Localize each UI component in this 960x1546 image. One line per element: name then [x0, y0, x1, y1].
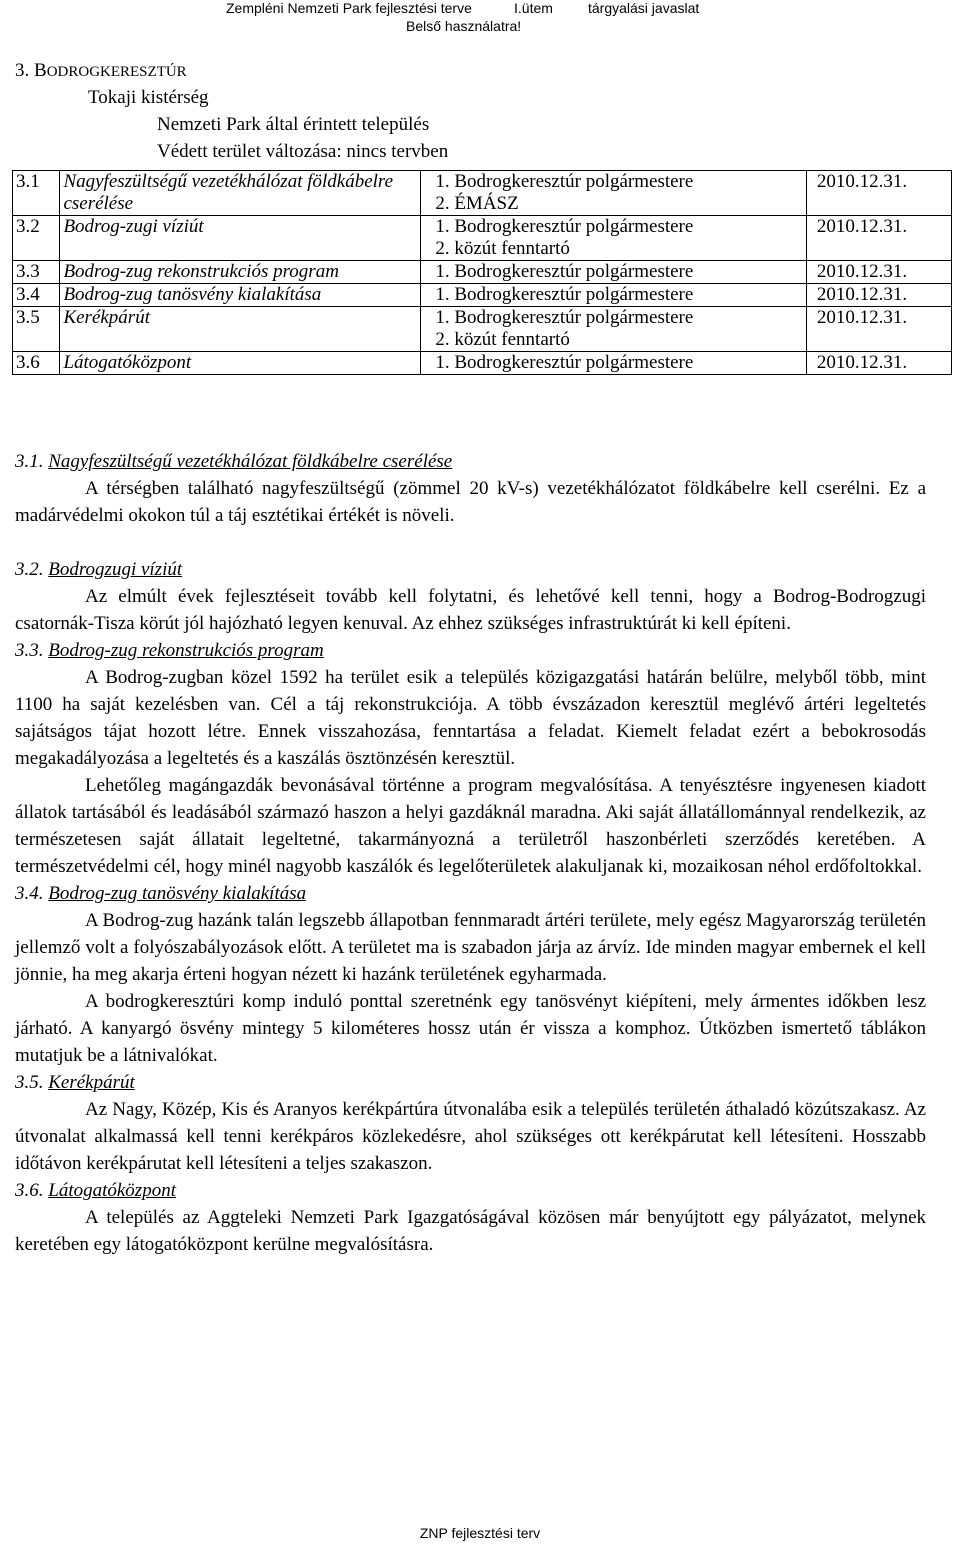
row-responsible — [421, 261, 807, 284]
table-row — [13, 171, 952, 216]
table-row — [13, 352, 952, 375]
row-responsible — [421, 216, 807, 261]
footer-text: ZNP fejlesztési terv — [419, 1525, 541, 1541]
section-heading — [15, 556, 926, 583]
protected-note: Védett terület változása: nincs tervben — [157, 141, 449, 162]
row-date: 2010.12.31. — [806, 261, 951, 284]
section-heading-title: Látogatóközpont — [48, 1180, 176, 1201]
row-name: Bodrog-zug rekonstrukciós program — [60, 261, 421, 284]
paragraph: A térségben található nagyfeszültségű (zömmel 20 kV-s) vezetékhálózatot földkábelre kell cserélni. Ez a madárvédelmi okokon túl a táj esztétikai értékét is növeli. — [15, 478, 926, 526]
section-heading — [15, 637, 926, 664]
row-number: 3.6 — [13, 352, 60, 375]
row-number: 3.4 — [13, 284, 60, 307]
paragraph: Az elmúlt évek fejlesztéseit tovább kell folytatni, és lehetővé kell tenni, hogy a Bodrog-Bodrogzugi csatornák-Tisza körút jól hajózható legyen kenuval. Az ehhez szükséges infrastruktúrát ki kell építeni. — [15, 586, 926, 634]
paragraph: A település az Aggteleki Nemzeti Park Igazgatóságával közösen már benyújtott egy pályázatot, melynek keretében egy látogatóközpont kerülne megvalósításra. — [15, 1207, 926, 1255]
np-note: Nemzeti Park által érintett település — [157, 114, 430, 135]
responsible-1: 1. Bodrogkeresztúr polgármestere — [435, 352, 694, 373]
table-row — [13, 284, 952, 307]
responsible-1: 1. Bodrogkeresztúr polgármestere — [435, 216, 694, 237]
row-date: 2010.12.31. — [806, 216, 951, 261]
header-status: tárgyalási javaslat — [588, 0, 700, 16]
section-number: 3.1. — [15, 451, 44, 472]
header-phase: I.ütem — [514, 0, 553, 16]
summary-table — [12, 170, 952, 375]
responsible-1: 1. Bodrogkeresztúr polgármestere — [435, 171, 694, 192]
section-heading-title: Nagyfeszültségű vezetékhálózat földkábelre cserélése — [48, 451, 453, 472]
body-text — [15, 448, 926, 1258]
row-date: 2010.12.31. — [806, 171, 951, 216]
header-classification: Belső használatra! — [406, 18, 522, 34]
row-responsible — [421, 171, 807, 216]
responsible-1: 1. Bodrogkeresztúr polgármestere — [435, 284, 694, 305]
paragraph: Az Nagy, Közép, Kis és Aranyos kerékpártúra útvonalába esik a település területén áthaladó közútszakasz. Az útvonalat alkalmassá kell tenni kerékpáros közlekedésre, ahol szükséges ott kerékpárutat kell létesíteni. Hosszabb időtávon kerékpárutat kell létesíteni a teljes szakaszon. — [15, 1099, 926, 1174]
table-row — [13, 261, 952, 284]
table-row — [13, 307, 952, 352]
responsible-2: 2. közút fenntartó — [435, 329, 570, 350]
row-responsible — [421, 284, 807, 307]
responsible-2: 2. ÉMÁSZ — [435, 193, 519, 214]
row-name: Kerékpárút — [60, 307, 421, 352]
paragraph: Lehetőleg magángazdák bevonásával történne a program megvalósítása. A tenyésztésre ingyenesen kiadott állatok tartásából és leadásából származó haszon a helyi gazdáknál maradna. Aki saját állatállománnyal rendelkezik, az természetesen saját állatait legeltetné, takarmányozná a területről haszonbérleti szerződés keretében. A természetvédelmi cél, hogy minél nagyobb kaszálók és legelőterületek alakuljanak ki, mozaikosan néhol erdőfoltokkal. — [15, 775, 926, 877]
row-name: Látogatóközpont — [60, 352, 421, 375]
section-heading-title: Bodrog-zug rekonstrukciós program — [48, 640, 324, 661]
row-number: 3.1 — [13, 171, 60, 216]
section-heading-title: Bodrogzugi víziút — [48, 559, 183, 580]
section-heading — [15, 1177, 926, 1204]
row-name: Nagyfeszültségű vezetékhálózat földkábelre cserélése — [60, 171, 421, 216]
row-number: 3.2 — [13, 216, 60, 261]
section-heading-title: Kerékpárút — [48, 1072, 135, 1093]
section-heading — [15, 1069, 926, 1096]
row-responsible — [421, 307, 807, 352]
section-number: 3.6. — [15, 1180, 44, 1201]
paragraph: A bodrogkeresztúri komp induló ponttal szeretnénk egy tanösvényt kiépíteni, mely ármentes időkben lesz járható. A kanyargó ösvény mintegy 5 kilométeres hossz után ér vissza a komphoz. Útközben ismertető táblákon mutatjuk be a látnivalókat. — [15, 991, 926, 1066]
row-name: Bodrog-zug tanösvény kialakítása — [60, 284, 421, 307]
region-label: Tokaji kistérség — [88, 87, 209, 108]
row-date: 2010.12.31. — [806, 307, 951, 352]
row-date: 2010.12.31. — [806, 352, 951, 375]
row-number: 3.3 — [13, 261, 60, 284]
section-number: 3.4. — [15, 883, 44, 904]
row-name: Bodrog-zugi víziút — [60, 216, 421, 261]
responsible-2: 2. közút fenntartó — [435, 238, 570, 259]
row-number: 3.5 — [13, 307, 60, 352]
section-number: 3.3. — [15, 640, 44, 661]
section-heading — [15, 880, 926, 907]
responsible-1: 1. Bodrogkeresztúr polgármestere — [435, 261, 694, 282]
paragraph: A Bodrog-zugban közel 1592 ha terület esik a település közigazgatási határán belülre, melyből több, mint 1100 ha saját kezelésben van. Cél a táj rekonstrukciója. A több évszázadon keresztül meglévő ártéri legeltetés sajátságos tájat hozott létre. Ennek visszahozása, fenntartása a feladat. Kiemelt feladat ezért a bebokrosodás megakadályozása a legeltetés és a kaszálás ösztönzésén keresztül. — [15, 667, 926, 769]
section-heading-title: Bodrog-zug tanösvény kialakítása — [48, 883, 307, 904]
section-heading — [15, 448, 926, 475]
section-number: 3.5. — [15, 1072, 44, 1093]
row-date: 2010.12.31. — [806, 284, 951, 307]
section-title: 3. BODROGKERESZTÚR — [15, 60, 187, 81]
table-row — [13, 216, 952, 261]
header-title: Zempléni Nemzeti Park fejlesztési terve — [226, 0, 472, 16]
paragraph: A Bodrog-zug hazánk talán legszebb állapotban fennmaradt ártéri területe, mely egész Magyarország területén jellemző volt a folyószabályozások előtt. A területet ma is szabadon járja az árvíz. Ide minden magyar embernek el kell jönnie, ha meg akarja érteni hogyan nézett ki hazánk területének egyharmada. — [15, 910, 926, 985]
row-responsible — [421, 352, 807, 375]
section-number: 3.2. — [15, 559, 44, 580]
responsible-1: 1. Bodrogkeresztúr polgármestere — [435, 307, 694, 328]
